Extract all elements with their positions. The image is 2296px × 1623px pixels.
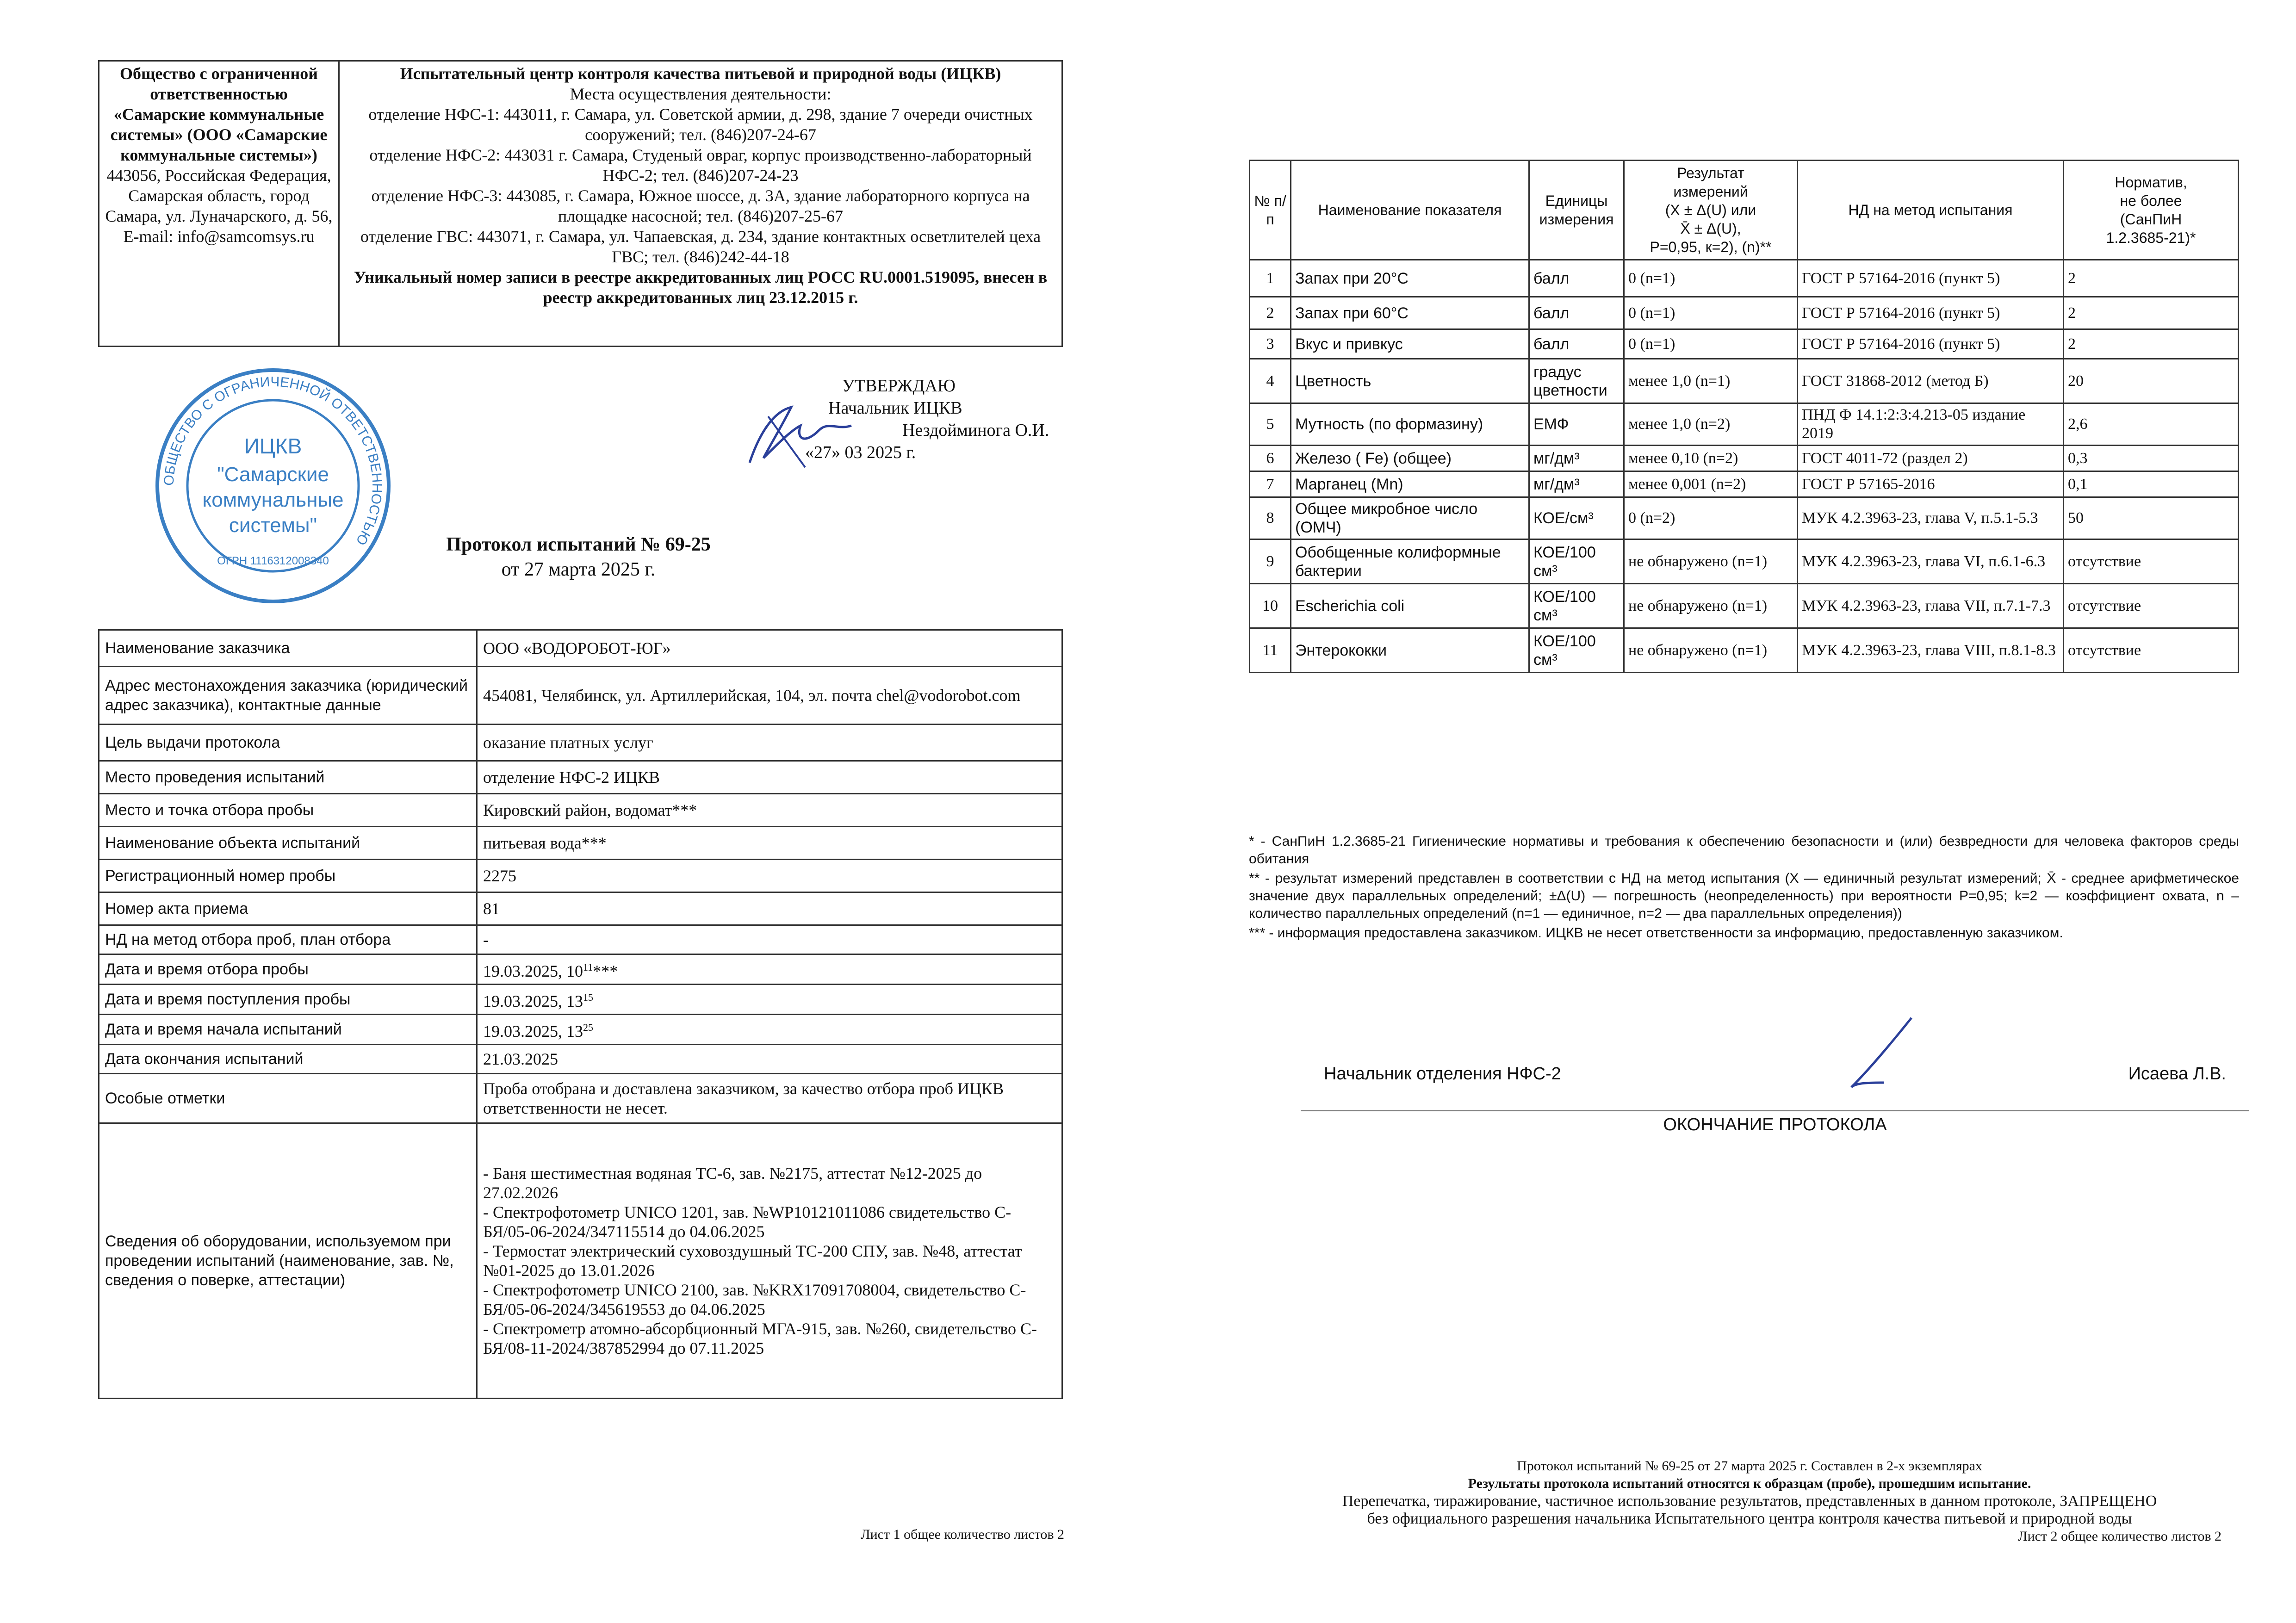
col-result-line: измерений	[1673, 183, 1748, 200]
norm: 0,1	[2064, 471, 2239, 497]
equipment-item: - Спектрофотометр UNICO 1201, зав. №WP10121011086 свидетельство С-БЯ/05-06-2024/347115514 до 04.06.2025	[483, 1203, 1011, 1241]
stamp-ring-text: ОБЩЕСТВО С ОГРАНИЧЕННОЙ ОТВЕТСТВЕННОСТЬЮ	[161, 374, 385, 548]
equipment-item: - Термостат электрический суховоздушный ТС-200 СПУ, зав. №48, аттестат №01-2025 до 13.01.2026	[483, 1242, 1022, 1280]
info-label: Номер акта приема	[99, 892, 477, 925]
org-address: 443056, Российская Федерация, Самарская область, город Самара, ул. Луначарского, д. 56,	[105, 166, 333, 225]
info-row	[99, 761, 1062, 794]
method-nd: МУК 4.2.3963-23, глава VI, п.6.1-6.3	[1798, 539, 2064, 584]
info-value	[477, 985, 1062, 1015]
norm: 2	[2064, 297, 2239, 329]
norm: отсутствие	[2064, 584, 2239, 628]
info-label: Место и точка отбора пробы	[99, 794, 477, 827]
stamp-line-2: "Самарские	[217, 463, 329, 486]
header-table	[98, 60, 1063, 347]
info-label: Место проведения испытаний	[99, 761, 477, 794]
result-row	[1250, 329, 2239, 359]
info-label: Регистрационный номер пробы	[99, 860, 477, 892]
approve-date: «27» 03 2025 г.	[805, 443, 916, 462]
indicator-name: Вкус и привкус	[1291, 329, 1529, 359]
indicator-name: Запах при 60°С	[1291, 297, 1529, 329]
col-result-line: (X ± Δ(U) или	[1665, 202, 1756, 218]
place-nfs2: отделение НФС-2: 443031 г. Самара, Студеный овраг, корпус производственно-лабораторный НФС-2; тел. (846)207-24-23	[369, 146, 1032, 185]
info-value-text: 19.03.2025, 13	[483, 992, 583, 1010]
center-title: Испытательный центр контроля качества питьевой и природной воды (ИЦКВ)	[400, 64, 1001, 83]
indicator-name: Мутность (по формазину)	[1291, 403, 1529, 446]
info-label: Особые отметки	[99, 1074, 477, 1123]
footnote-1: * - СанПиН 1.2.3685-21 Гигиенические нормативы и требования к обеспечению безопасности и (или) безвредности для человека факторов среды обитания	[1249, 834, 2239, 867]
row-number: 2	[1250, 297, 1291, 329]
info-row	[99, 630, 1062, 667]
org-name: Общество с ограниченной ответственностью «Самарские коммунальные системы» (ООО «Самарские коммунальные системы»)	[110, 64, 328, 164]
places-label: Места осуществления деятельности:	[570, 85, 832, 103]
norm: 50	[2064, 497, 2239, 539]
col-result	[1624, 161, 1798, 260]
info-value	[477, 1074, 1062, 1123]
info-label: Дата и время отбора пробы	[99, 954, 477, 985]
result-row	[1250, 297, 2239, 329]
result-row	[1250, 471, 2239, 497]
norm: 2	[2064, 329, 2239, 359]
indicator-name: Обобщенные колиформные бактерии	[1291, 539, 1529, 584]
accreditation: Уникальный номер записи в реестре аккредитованных лиц РОСС RU.0001.519095, внесен в реестр аккредитованных лиц 23.12.2015 г.	[354, 268, 1048, 307]
org-cell	[99, 61, 339, 347]
page-2-footer	[1278, 1457, 2222, 1545]
info-label: Цель выдачи протокола	[99, 725, 477, 761]
time-minutes: 25	[583, 1022, 593, 1033]
results-header-row	[1250, 161, 2239, 260]
unit: мг/дм³	[1529, 471, 1624, 497]
method-nd: ГОСТ 4011-72 (раздел 2)	[1798, 446, 2064, 471]
info-value-text: 2275	[483, 867, 516, 885]
result: 0 (n=1)	[1624, 297, 1798, 329]
result: менее 1,0 (n=2)	[1624, 403, 1798, 446]
result: менее 0,10 (n=2)	[1624, 446, 1798, 471]
place-nfs3: отделение НФС-3: 443085, г. Самара, Южное шоссе, д. 3А, здание лабораторного корпуса на площадке насосной; тел. (846)207-25-67	[371, 186, 1030, 225]
stamp-ogrn: ОГРН 1116312008340	[217, 555, 329, 567]
info-value-text: ООО «ВОДОРОБОТ-ЮГ»	[483, 639, 671, 657]
info-value	[477, 667, 1062, 725]
info-label: Дата и время поступления пробы	[99, 985, 477, 1015]
info-label: Наименование объекта испытаний	[99, 827, 477, 860]
row-number: 11	[1250, 628, 1291, 673]
result: менее 0,001 (n=2)	[1624, 471, 1798, 497]
info-value-text: 81	[483, 899, 500, 918]
col-norm-line: не более	[2120, 192, 2182, 209]
footnote-3: *** - информация предоставлена заказчиком. ИЦКВ не несет ответственности за информацию, предоставленную заказчиком.	[1249, 925, 2063, 941]
info-value-text: 21.03.2025	[483, 1050, 558, 1068]
col-num: № п/п	[1250, 161, 1291, 260]
method-nd: ГОСТ Р 57164-2016 (пункт 5)	[1798, 260, 2064, 297]
result: 0 (n=1)	[1624, 260, 1798, 297]
info-label: Дата окончания испытаний	[99, 1045, 477, 1074]
stamp-line-3: коммунальные	[202, 489, 344, 511]
equipment-list	[477, 1123, 1062, 1399]
result-row	[1250, 584, 2239, 628]
info-row	[99, 827, 1062, 860]
unit: балл	[1529, 260, 1624, 297]
footnote-2: ** - результат измерений представлен в соответствии с НД на метод испытания (X — единичный результат измерений; X̄ - среднее арифметическое значение двух параллельных определений; ±Δ(U) — погрешность (неопределенность) при вероятности P=0,95; k=2 — коэффициент охвата, n – количество параллельных определений (n=1 — единичное, n=2 — два параллельных определения))	[1249, 871, 2239, 921]
center-cell	[339, 61, 1062, 347]
info-label: Дата и время начала испытаний	[99, 1015, 477, 1045]
col-result-line: Результат	[1677, 165, 1744, 181]
info-label: Адрес местонахождения заказчика (юридический адрес заказчика), контактные данные	[99, 667, 477, 725]
result-row	[1250, 403, 2239, 446]
info-value	[477, 1045, 1062, 1074]
result-row	[1250, 497, 2239, 539]
norm: 20	[2064, 359, 2239, 403]
info-value	[477, 630, 1062, 667]
info-value-text: 19.03.2025, 10	[483, 962, 583, 980]
unit: балл	[1529, 297, 1624, 329]
norm: 0,3	[2064, 446, 2239, 471]
info-row	[99, 667, 1062, 725]
row-number: 10	[1250, 584, 1291, 628]
footer-line-2: Результаты протокола испытаний относятся к образцам (пробе), прошедшим испытание.	[1468, 1476, 2031, 1491]
info-row	[99, 1015, 1062, 1045]
stamp-line-1: ИЦКВ	[244, 434, 302, 458]
method-nd: МУК 4.2.3963-23, глава VIII, п.8.1-8.3	[1798, 628, 2064, 673]
unit: КОЕ/100 см³	[1529, 539, 1624, 584]
result-row	[1250, 260, 2239, 297]
result-row	[1250, 359, 2239, 403]
col-nd: НД на метод испытания	[1798, 161, 2064, 260]
customer-info-table	[98, 629, 1063, 1399]
info-value-text: питьевая вода***	[483, 834, 607, 852]
protocol-date: от 27 марта 2025 г.	[501, 559, 656, 580]
norm: отсутствие	[2064, 628, 2239, 673]
method-nd: ГОСТ 31868-2012 (метод Б)	[1798, 359, 2064, 403]
info-value-text: Проба отобрана и доставлена заказчиком, за качество отбора проб ИЦКВ ответственности не несет.	[483, 1079, 1004, 1117]
info-row	[99, 1045, 1062, 1074]
info-row	[99, 1074, 1062, 1123]
protocol-title: Протокол испытаний № 69-25	[446, 534, 711, 555]
col-norm-line: 1.2.3685-21)*	[2106, 229, 2196, 246]
equipment-item: - Спектрофотометр UNICO 2100, зав. №KRX17091708004, свидетельство С-БЯ/05-06-2024/345619553 до 04.06.2025	[483, 1281, 1026, 1319]
info-row	[99, 794, 1062, 827]
result: не обнаружено (n=1)	[1624, 584, 1798, 628]
info-value-text: -	[483, 930, 489, 949]
signer-signature	[1842, 1013, 1921, 1096]
info-value	[477, 892, 1062, 925]
result: не обнаружено (n=1)	[1624, 539, 1798, 584]
approval-block	[787, 375, 1083, 464]
unit: мг/дм³	[1529, 446, 1624, 471]
info-row	[99, 860, 1062, 892]
info-row	[99, 985, 1062, 1015]
col-name: Наименование показателя	[1291, 161, 1529, 260]
col-norm-line: (СанПиН	[2120, 211, 2182, 228]
approve-title: УТВЕРЖДАЮ	[842, 376, 956, 396]
method-nd: МУК 4.2.3963-23, глава V, п.5.1-5.3	[1798, 497, 2064, 539]
method-nd: ГОСТ Р 57164-2016 (пункт 5)	[1798, 329, 2064, 359]
info-label: Наименование заказчика	[99, 630, 477, 667]
equipment-label: Сведения об оборудовании, используемом при проведении испытаний (наименование, зав. №, сведения о поверке, аттестации)	[99, 1123, 477, 1399]
norm: отсутствие	[2064, 539, 2239, 584]
info-row	[99, 725, 1062, 761]
method-nd: ПНД Ф 14.1:2:3:4.213-05 издание 2019	[1798, 403, 2064, 446]
row-number: 6	[1250, 446, 1291, 471]
col-result-line: P=0,95, к=2), (n)**	[1650, 239, 1772, 255]
time-minutes: 15	[583, 991, 593, 1003]
method-nd: ГОСТ Р 57164-2016 (пункт 5)	[1798, 297, 2064, 329]
norm: 2,6	[2064, 403, 2239, 446]
org-email: E-mail: info@samcomsys.ru	[123, 227, 315, 246]
row-number: 5	[1250, 403, 1291, 446]
indicator-name: Общее микробное число (ОМЧ)	[1291, 497, 1529, 539]
unit: КОЕ/100 см³	[1529, 584, 1624, 628]
time-minutes: 11	[583, 961, 593, 973]
stamp-line-4: системы"	[229, 514, 317, 537]
col-result-line: X̄ ± Δ(U),	[1680, 220, 1741, 237]
indicator-name: Цветность	[1291, 359, 1529, 403]
unit: КОЕ/100 см³	[1529, 628, 1624, 673]
result-row	[1250, 446, 2239, 471]
info-value	[477, 827, 1062, 860]
method-nd: ГОСТ Р 57165-2016	[1798, 471, 2064, 497]
footer-line-3: Перепечатка, тиражирование, частичное использование результатов, представленных в данном протоколе, ЗАПРЕЩЕНО	[1342, 1493, 2157, 1510]
page-2	[1148, 0, 2296, 1623]
info-value	[477, 794, 1062, 827]
footer-line-1: Протокол испытаний № 69-25 от 27 марта 2025 г. Составлен в 2-х экземплярах	[1517, 1458, 1982, 1474]
info-value	[477, 1015, 1062, 1045]
indicator-name: Железо ( Fe) (общее)	[1291, 446, 1529, 471]
info-value-text: отделение НФС-2 ИЦКВ	[483, 768, 660, 787]
place-gvs: отделение ГВС: 443071, г. Самара, ул. Чапаевская, д. 234, здание контактных осветлителей цеха ГВС; тел. (846)242-44-18	[360, 227, 1041, 266]
result-row	[1250, 628, 2239, 673]
row-number: 4	[1250, 359, 1291, 403]
row-number: 1	[1250, 260, 1291, 297]
info-value	[477, 860, 1062, 892]
info-row	[99, 925, 1062, 954]
unit: КОЕ/см³	[1529, 497, 1624, 539]
row-number: 7	[1250, 471, 1291, 497]
info-value-text: Кировский район, водомат***	[483, 801, 697, 819]
indicator-name: Энтерококки	[1291, 628, 1529, 673]
page-1-footer: Лист 1 общее количество листов 2	[861, 1527, 1064, 1542]
approve-name: Нездойминога О.И.	[902, 421, 1049, 440]
info-value-text: 19.03.2025, 13	[483, 1022, 583, 1041]
info-label: НД на метод отбора проб, план отбора	[99, 925, 477, 954]
info-value	[477, 954, 1062, 985]
result-row	[1250, 539, 2239, 584]
equipment-item: - Спектрометр атомно-абсорбционный МГА-915, зав. №260, свидетельство С-БЯ/08-11-2024/387852994 до 07.11.2025	[483, 1319, 1037, 1357]
footer-line-4: без официального разрешения начальника Испытательного центра контроля качества питьевой и природной воды	[1367, 1510, 2132, 1527]
unit: градус цветности	[1529, 359, 1624, 403]
signer-name: Исаева Л.В.	[2128, 1064, 2226, 1084]
col-norm	[2064, 161, 2239, 260]
signer-position: Начальник отделения НФС-2	[1324, 1064, 1561, 1084]
row-number: 9	[1250, 539, 1291, 584]
result: 0 (n=2)	[1624, 497, 1798, 539]
col-unit: Единицы измерения	[1529, 161, 1624, 260]
footnotes	[1249, 833, 2239, 944]
info-value	[477, 925, 1062, 954]
end-of-protocol: ОКОНЧАНИЕ ПРОТОКОЛА	[1663, 1115, 1887, 1134]
result: 0 (n=1)	[1624, 329, 1798, 359]
indicator-name: Запах при 20°С	[1291, 260, 1529, 297]
equipment-row	[99, 1123, 1062, 1399]
unit: ЕМФ	[1529, 403, 1624, 446]
footer-page-count: Лист 2 общее количество листов 2	[2018, 1529, 2222, 1544]
protocol-heading	[324, 532, 833, 582]
result: менее 1,0 (n=1)	[1624, 359, 1798, 403]
result: не обнаружено (n=1)	[1624, 628, 1798, 673]
unit: балл	[1529, 329, 1624, 359]
info-row	[99, 954, 1062, 985]
end-divider	[1301, 1110, 2249, 1111]
info-value-mark: ***	[593, 962, 618, 980]
info-value-text: 454081, Челябинск, ул. Артиллерийская, 104, эл. почта chel@vodorobot.com	[483, 686, 1021, 705]
norm: 2	[2064, 260, 2239, 297]
info-value-text: оказание платных услуг	[483, 733, 653, 752]
indicator-name: Escherichia coli	[1291, 584, 1529, 628]
row-number: 8	[1250, 497, 1291, 539]
approve-position: Начальник ИЦКВ	[828, 398, 962, 418]
results-table	[1249, 160, 2239, 673]
place-nfs1: отделение НФС-1: 443011, г. Самара, ул. Советской армии, д. 298, здание 7 очереди очистных сооружений; тел. (846)207-24-67	[368, 105, 1033, 144]
info-value	[477, 761, 1062, 794]
row-number: 3	[1250, 329, 1291, 359]
info-row	[99, 892, 1062, 925]
equipment-item: - Баня шестиместная водяная ТС-6, зав. №2175, аттестат №12-2025 до 27.02.2026	[483, 1164, 982, 1202]
method-nd: МУК 4.2.3963-23, глава VII, п.7.1-7.3	[1798, 584, 2064, 628]
col-norm-line: Норматив,	[2115, 174, 2187, 191]
info-value	[477, 725, 1062, 761]
indicator-name: Марганец (Mn)	[1291, 471, 1529, 497]
